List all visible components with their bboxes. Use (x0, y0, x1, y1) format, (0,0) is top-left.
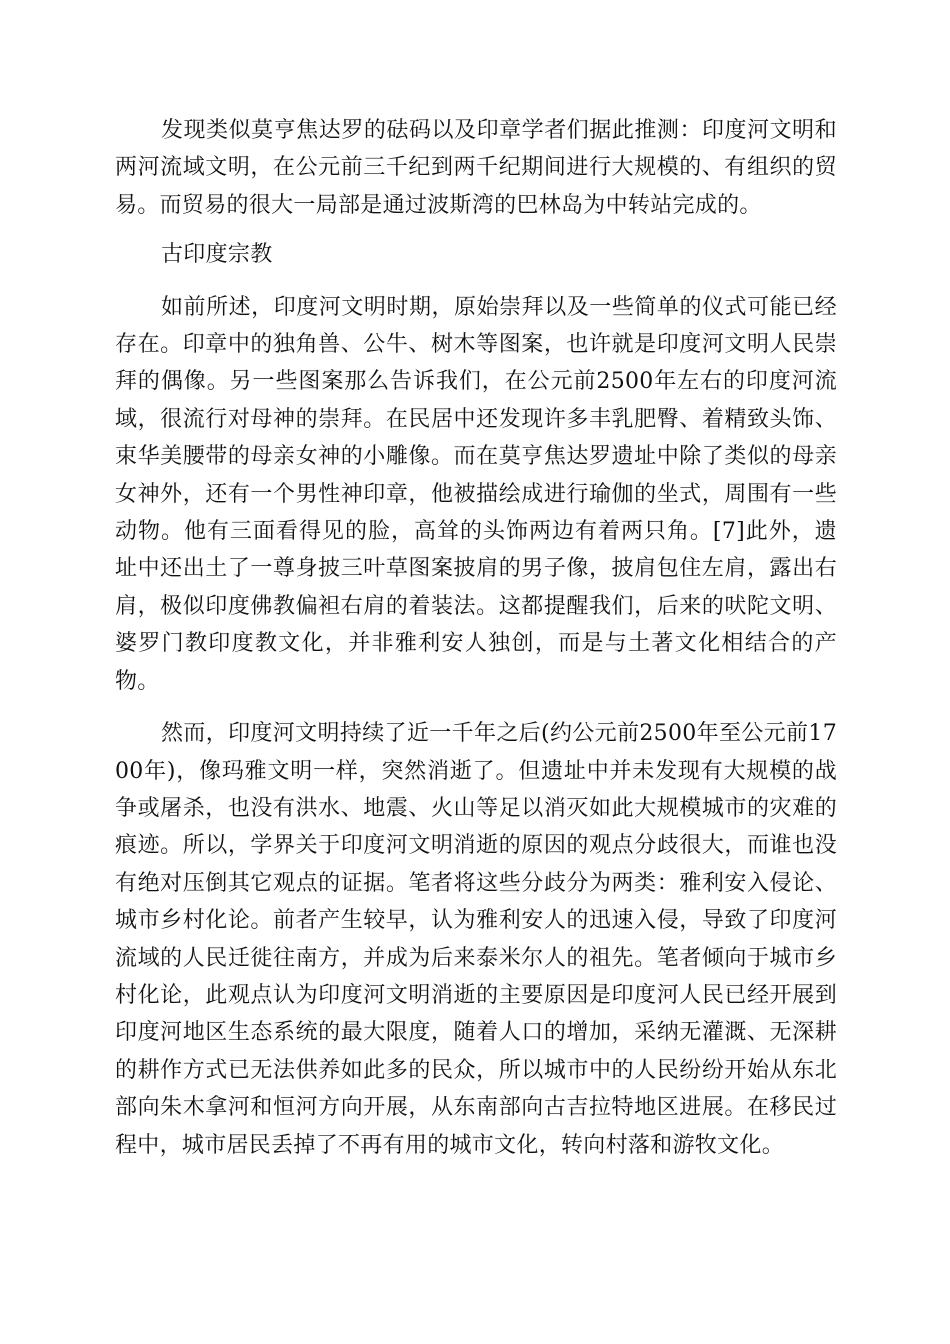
document-page (115, 112, 837, 1164)
paragraph-decline: 然而，印度河文明持续了近一千年之后(约公元前2500年至公元前1700年)，像玛雅文明一样，突然消逝了。但遗址中并未发现有大规模的战争或屠杀，也没有洪水、地震、火山等足以消灭如此大规模城市的灾难的痕迹。所以，学界关于印度河文明消逝的原因的观点分歧很大，而谁也没有绝对压倒其它观点的证据。笔者将这些分歧分为两类：雅利安入侵论、城市乡村化论。前者产生较早，认为雅利安人的迅速入侵，导致了印度河流域的人民迁徙往南方，并成为后来泰米尔人的祖先。笔者倾向于城市乡村化论，此观点认为印度河文明消逝的主要原因是印度河人民已经开展到印度河地区生态系统的最大限度，随着人口的增加，采纳无灌溉、无深耕的耕作方式已无法供养如此多的民众，所以城市中的人民纷纷开始从东北部向朱木拿河和恒河方向开展，从东南部向古吉拉特地区进展。在移民过程中，城市居民丢掉了不再有用的城市文化，转向村落和游牧文化。 (115, 721, 837, 1158)
paragraph-trade: 发现类似莫亨焦达罗的砝码以及印章学者们据此推测：印度河文明和两河流域文明，在公元前三千纪到两千纪期间进行大规模的、有组织的贸易。而贸易的很大一局部是通过波斯湾的巴林岛为中转站完成的。 (115, 118, 837, 218)
section-heading: 古印度宗教 (161, 242, 273, 268)
paragraph-religion: 如前所述，印度河文明时期，原始崇拜以及一些简单的仪式可能已经存在。印章中的独角兽、公牛、树木等图案，也许就是印度河文明人民崇拜的偶像。另一些图案那么告诉我们，在公元前2500年左右的印度河流域，很流行对母神的崇拜。在民居中还发现许多丰乳肥臀、着精致头饰、束华美腰带的母亲女神的小雕像。而在莫亨焦达罗遗址中除了类似的母亲女神外，还有一个男性神印章，他被描绘成进行瑜伽的坐式，周围有一些动物。他有三面看得见的脸，高耸的头饰两边有着两只角。[7]此外，遗址中还出土了一尊身披三叶草图案披肩的男子像，披肩包住左肩，露出右肩，极似印度佛教偏袒右肩的着装法。这都提醒我们，后来的吠陀文明、婆罗门教印度教文化，并非雅利安人独创，而是与土著文化相结合的产物。 (115, 294, 837, 694)
